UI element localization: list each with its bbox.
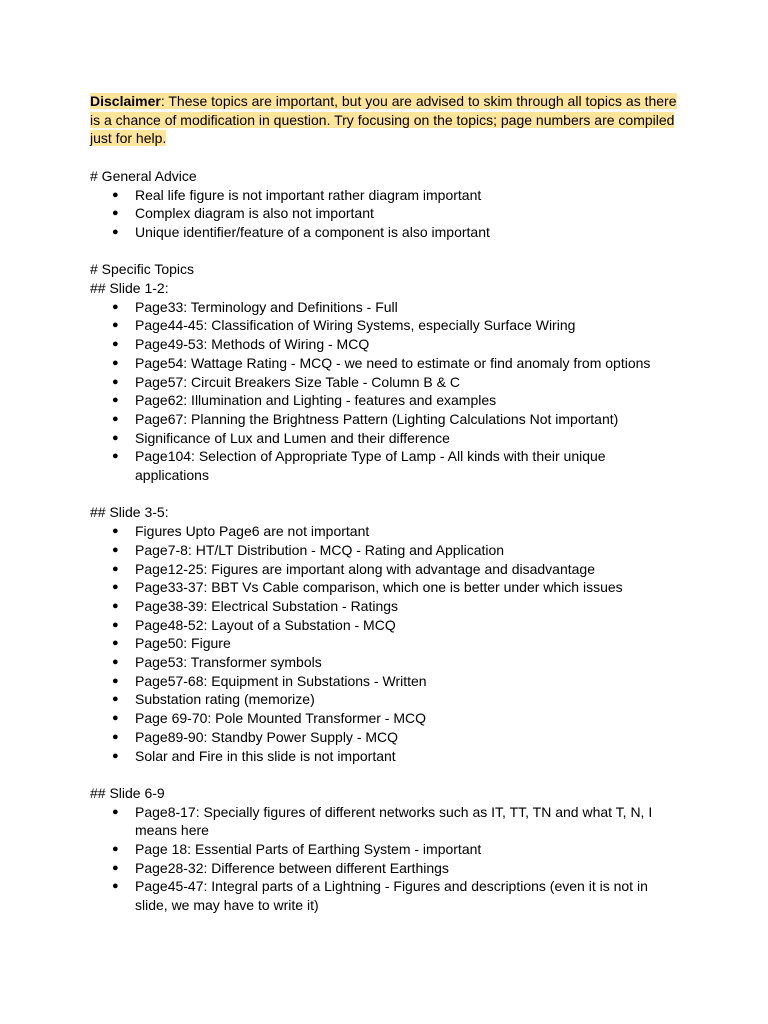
spacer: [90, 148, 680, 167]
slide-1-2-heading: ## Slide 1-2:: [90, 280, 169, 296]
list-item-text: Page67: Planning the Brightness Pattern (Lighting Calculations Not important): [135, 410, 619, 427]
list-item: [90, 223, 680, 242]
list-item: [90, 560, 680, 579]
general-advice-list: [90, 186, 680, 242]
list-item-text: Page89-90: Standby Power Supply - MCQ: [135, 728, 399, 745]
slide-3-5-heading: ## Slide 3-5:: [90, 504, 169, 521]
list-item-text: Page104: Selection of Appropriate Type of Lamp - All kinds with their unique applications: [135, 448, 606, 484]
list-item-text: Page62: Illumination and Lighting - features and examples: [135, 392, 497, 409]
list-item: [90, 186, 680, 205]
bullet-icon: ●: [112, 637, 119, 650]
bullet-icon: ●: [112, 581, 119, 594]
list-item-text: Substation rating (memorize): [135, 691, 315, 708]
bullet-icon: ●: [112, 599, 119, 612]
bullet-icon: ●: [112, 861, 119, 874]
spacer: [90, 242, 680, 261]
disclaimer-paragraph: [90, 92, 680, 148]
slide-1-2-list: [90, 298, 680, 485]
list-item: [90, 653, 680, 672]
bullet-icon: ●: [112, 431, 119, 444]
bullet-icon: ●: [112, 394, 119, 407]
list-item: [90, 447, 680, 484]
list-item: [90, 747, 680, 766]
list-item: [90, 616, 680, 635]
list-item: [90, 373, 680, 392]
list-item: [90, 803, 680, 840]
bullet-icon: ●: [112, 356, 119, 369]
list-item-text: Page50: Figure: [135, 635, 231, 652]
bullet-icon: ●: [112, 338, 119, 351]
bullet-icon: ●: [112, 880, 119, 893]
bullet-icon: ●: [112, 188, 119, 201]
specific-topics-heading: # Specific Topics: [90, 261, 195, 278]
list-item-text: Page57-68: Equipment in Substations - Written: [135, 672, 427, 689]
list-item-text: Page 69-70: Pole Mounted Transformer - MCQ: [135, 710, 427, 727]
bullet-icon: ●: [112, 375, 119, 388]
list-item: [90, 672, 680, 691]
list-item: [90, 410, 680, 429]
bullet-icon: ●: [112, 300, 119, 313]
list-item-text: Page7-8: HT/LT Distribution - MCQ - Rating and Application: [135, 541, 505, 558]
list-item-text: Page44-45: Classification of Wiring Systems, especially Surface Wiring: [135, 317, 576, 334]
bullet-icon: ●: [112, 525, 119, 538]
list-item-text: Page12-25: Figures are important along with advantage and disadvantage: [135, 560, 595, 577]
list-item-text: Page57: Circuit Breakers Size Table - Column B & C: [135, 373, 460, 390]
slide-6-9-heading: ## Slide 6-9: [90, 784, 165, 801]
list-item: [90, 391, 680, 410]
list-item: [90, 204, 680, 223]
bullet-icon: ●: [112, 412, 119, 425]
list-item: [90, 354, 680, 373]
list-item: [90, 335, 680, 354]
list-item: [90, 877, 680, 914]
bullet-icon: ●: [112, 225, 119, 238]
list-item-text: Significance of Lux and Lumen and their difference: [135, 429, 450, 446]
list-item: [90, 690, 680, 709]
list-item-text: Page53: Transformer symbols: [135, 654, 322, 671]
bullet-icon: ●: [112, 207, 119, 220]
list-item-text: Page28-32: Difference between different Earthings: [135, 859, 449, 876]
list-item: [90, 578, 680, 597]
list-item: [90, 728, 680, 747]
bullet-icon: ●: [112, 562, 119, 575]
list-item: [90, 298, 680, 317]
disclaimer-label: Disclaimer: [90, 93, 161, 109]
list-item: [90, 541, 680, 560]
slide-6-9-list: [90, 803, 680, 915]
list-item: [90, 522, 680, 541]
bullet-icon: ●: [112, 749, 119, 762]
bullet-icon: ●: [112, 805, 119, 818]
list-item-text: Complex diagram is also not important: [135, 205, 374, 222]
list-item-text: Unique identifier/feature of a component is also important: [135, 223, 490, 240]
bullet-icon: ●: [112, 674, 119, 687]
list-item: [90, 316, 680, 335]
bullet-icon: ●: [112, 843, 119, 856]
spacer: [90, 485, 680, 504]
bullet-icon: ●: [112, 693, 119, 706]
list-item-text: Page54: Wattage Rating - MCQ - we need to estimate or find anomaly from options: [135, 354, 651, 371]
list-item: [90, 634, 680, 653]
disclaimer-highlight: [90, 93, 677, 146]
bullet-icon: ●: [112, 319, 119, 332]
bullet-icon: ●: [112, 730, 119, 743]
list-item-text: Page 18: Essential Parts of Earthing System - important: [135, 841, 482, 858]
bullet-icon: ●: [112, 712, 119, 725]
list-item-text: Real life figure is not important rather diagram important: [135, 186, 482, 203]
list-item-text: Page45-47: Integral parts of a Lightning - Figures and descriptions (even it is not in slide, we may have to write it): [135, 878, 648, 914]
list-item-text: Page49-53: Methods of Wiring - MCQ: [135, 336, 370, 353]
list-item-text: Solar and Fire in this slide is not important: [135, 747, 396, 764]
document-content: [90, 92, 680, 915]
list-item: [90, 429, 680, 448]
bullet-icon: ●: [112, 656, 119, 669]
general-advice-heading: # General Advice: [90, 167, 197, 184]
bullet-icon: ●: [112, 450, 119, 463]
bullet-icon: ●: [112, 618, 119, 631]
slide-3-5-list: [90, 522, 680, 765]
list-item-text: Page33: Terminology and Definitions - Full: [135, 298, 398, 315]
list-item: [90, 597, 680, 616]
spacer: [90, 765, 680, 784]
list-item-text: Page38-39: Electrical Substation - Ratings: [135, 597, 399, 614]
list-item-text: Page33-37: BBT Vs Cable comparison, which one is better under which issues: [135, 579, 623, 596]
bullet-icon: ●: [112, 543, 119, 556]
list-item-text: Page48-52: Layout of a Substation - MCQ: [135, 616, 396, 633]
list-item: [90, 709, 680, 728]
list-item-text: Figures Upto Page6 are not important: [135, 523, 370, 540]
list-item-text: Page8-17: Specially figures of different networks such as IT, TT, TN and what T, N, I means here: [135, 803, 653, 839]
disclaimer-text: : These topics are important, but you are advised to skim through all topics as there is a chance of modification in question. Try focusing on the topics; page numbers are compiled just for help.: [90, 93, 677, 147]
list-item: [90, 859, 680, 878]
list-item: [90, 840, 680, 859]
